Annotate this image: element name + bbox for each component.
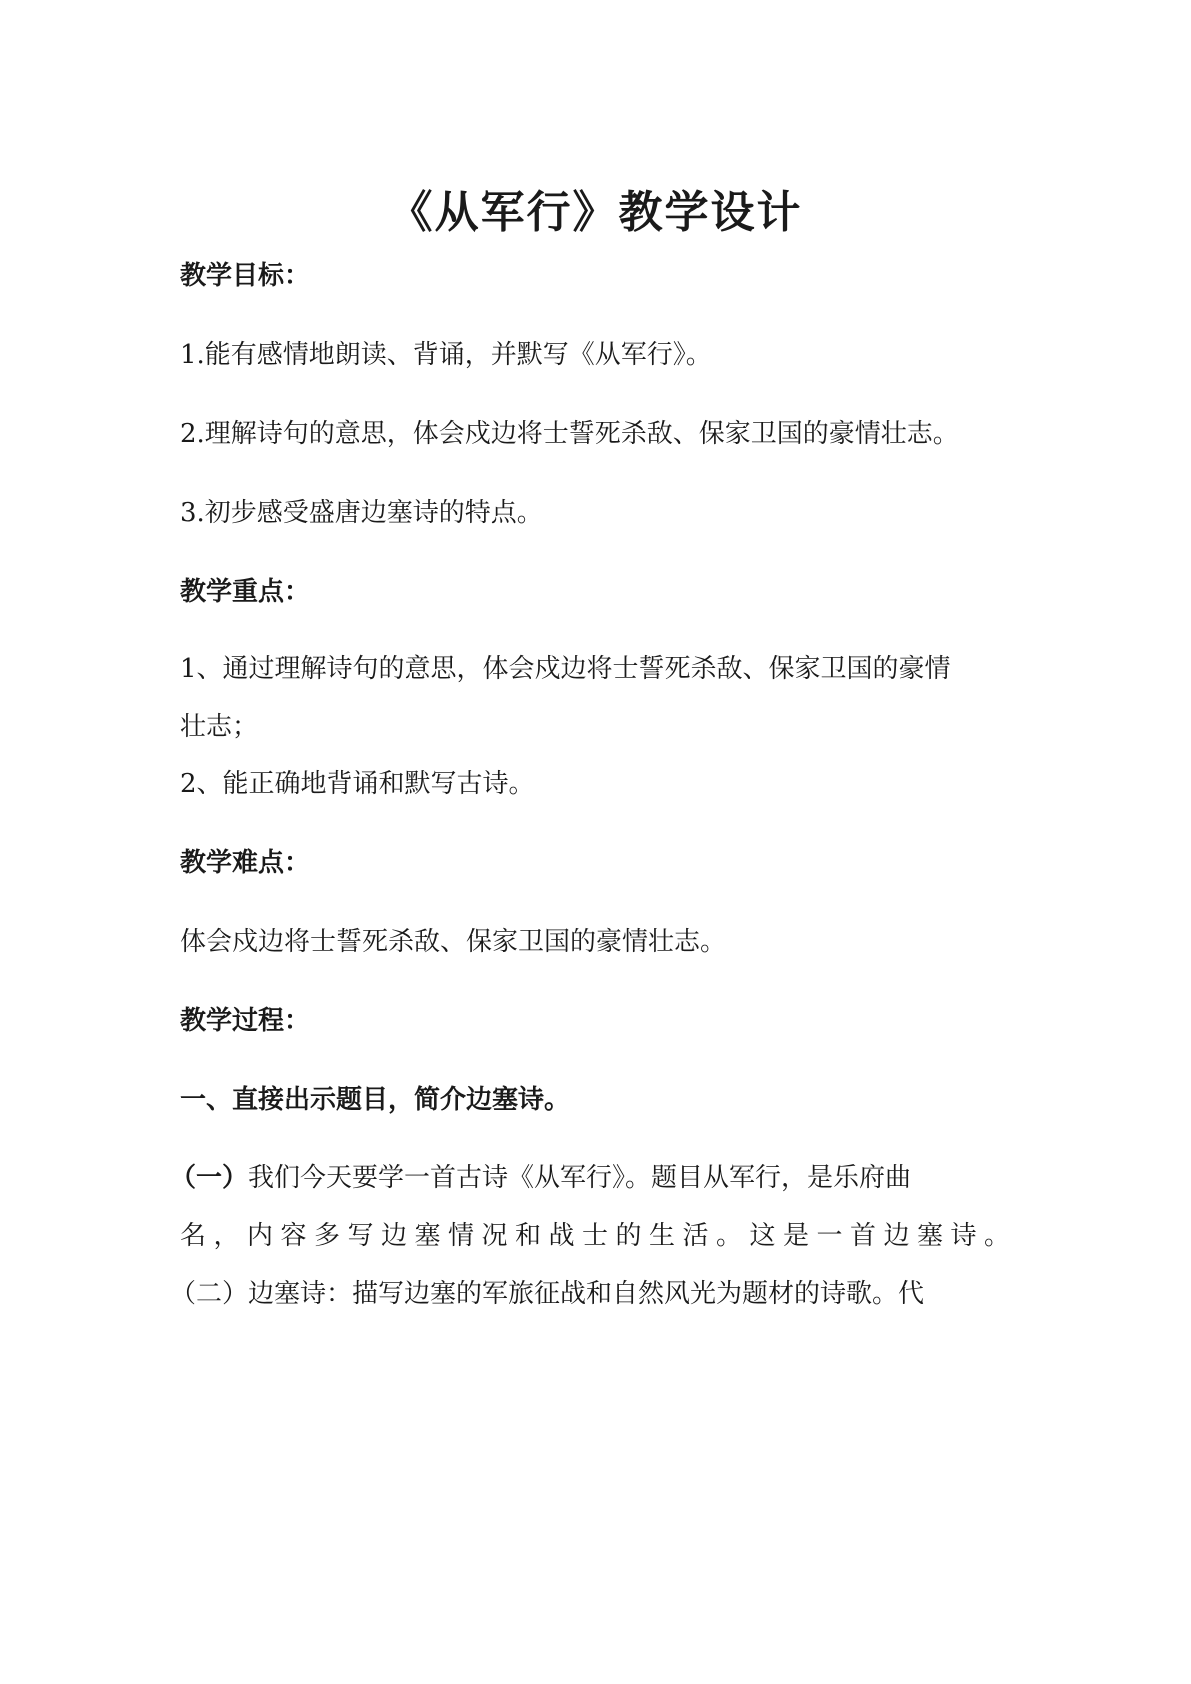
objective-item-2: 2.理解诗句的意思，体会戍边将士誓死杀敌、保家卫国的豪情壮志。 bbox=[180, 419, 959, 449]
document-title: 《从军行》教学设计 bbox=[388, 187, 803, 238]
objective-item-3: 3.初步感受盛唐边塞诗的特点。 bbox=[180, 498, 543, 528]
key-point-1-line-1: 1、通过理解诗句的意思，体会戍边将士誓死杀敌、保家卫国的豪情 bbox=[180, 654, 951, 684]
process-heading: 教学过程： bbox=[180, 1006, 311, 1036]
difficulty-heading: 教学难点： bbox=[180, 848, 311, 878]
objective-item-1: 1.能有感情地朗读、背诵，并默写《从军行》。 bbox=[180, 340, 712, 370]
step-1-heading: 一、直接出示题目，简介边塞诗。 bbox=[180, 1085, 571, 1115]
sub-1-label: （一） bbox=[170, 1163, 249, 1193]
sub-1-line-1 bbox=[170, 1160, 1010, 1196]
sub-2-line-1: （二）边塞诗：描写边塞的军旅征战和自然风光为题材的诗歌。代 bbox=[170, 1279, 925, 1309]
sub-1-text: 我们今天要学一首古诗《从军行》。题目从军行，是乐府曲 bbox=[248, 1163, 912, 1193]
objectives-heading: 教学目标： bbox=[180, 261, 311, 291]
key-point-2: 2、能正确地背诵和默写古诗。 bbox=[180, 769, 535, 799]
sub-1-line-2: 名，内容多写边塞情况和战士的生活。这是一首边塞诗。 bbox=[180, 1221, 1010, 1251]
key-points-heading: 教学重点： bbox=[180, 577, 311, 607]
difficulty-text: 体会戍边将士誓死杀敌、保家卫国的豪情壮志。 bbox=[180, 927, 727, 957]
key-point-1-line-2: 壮志； bbox=[180, 712, 259, 742]
